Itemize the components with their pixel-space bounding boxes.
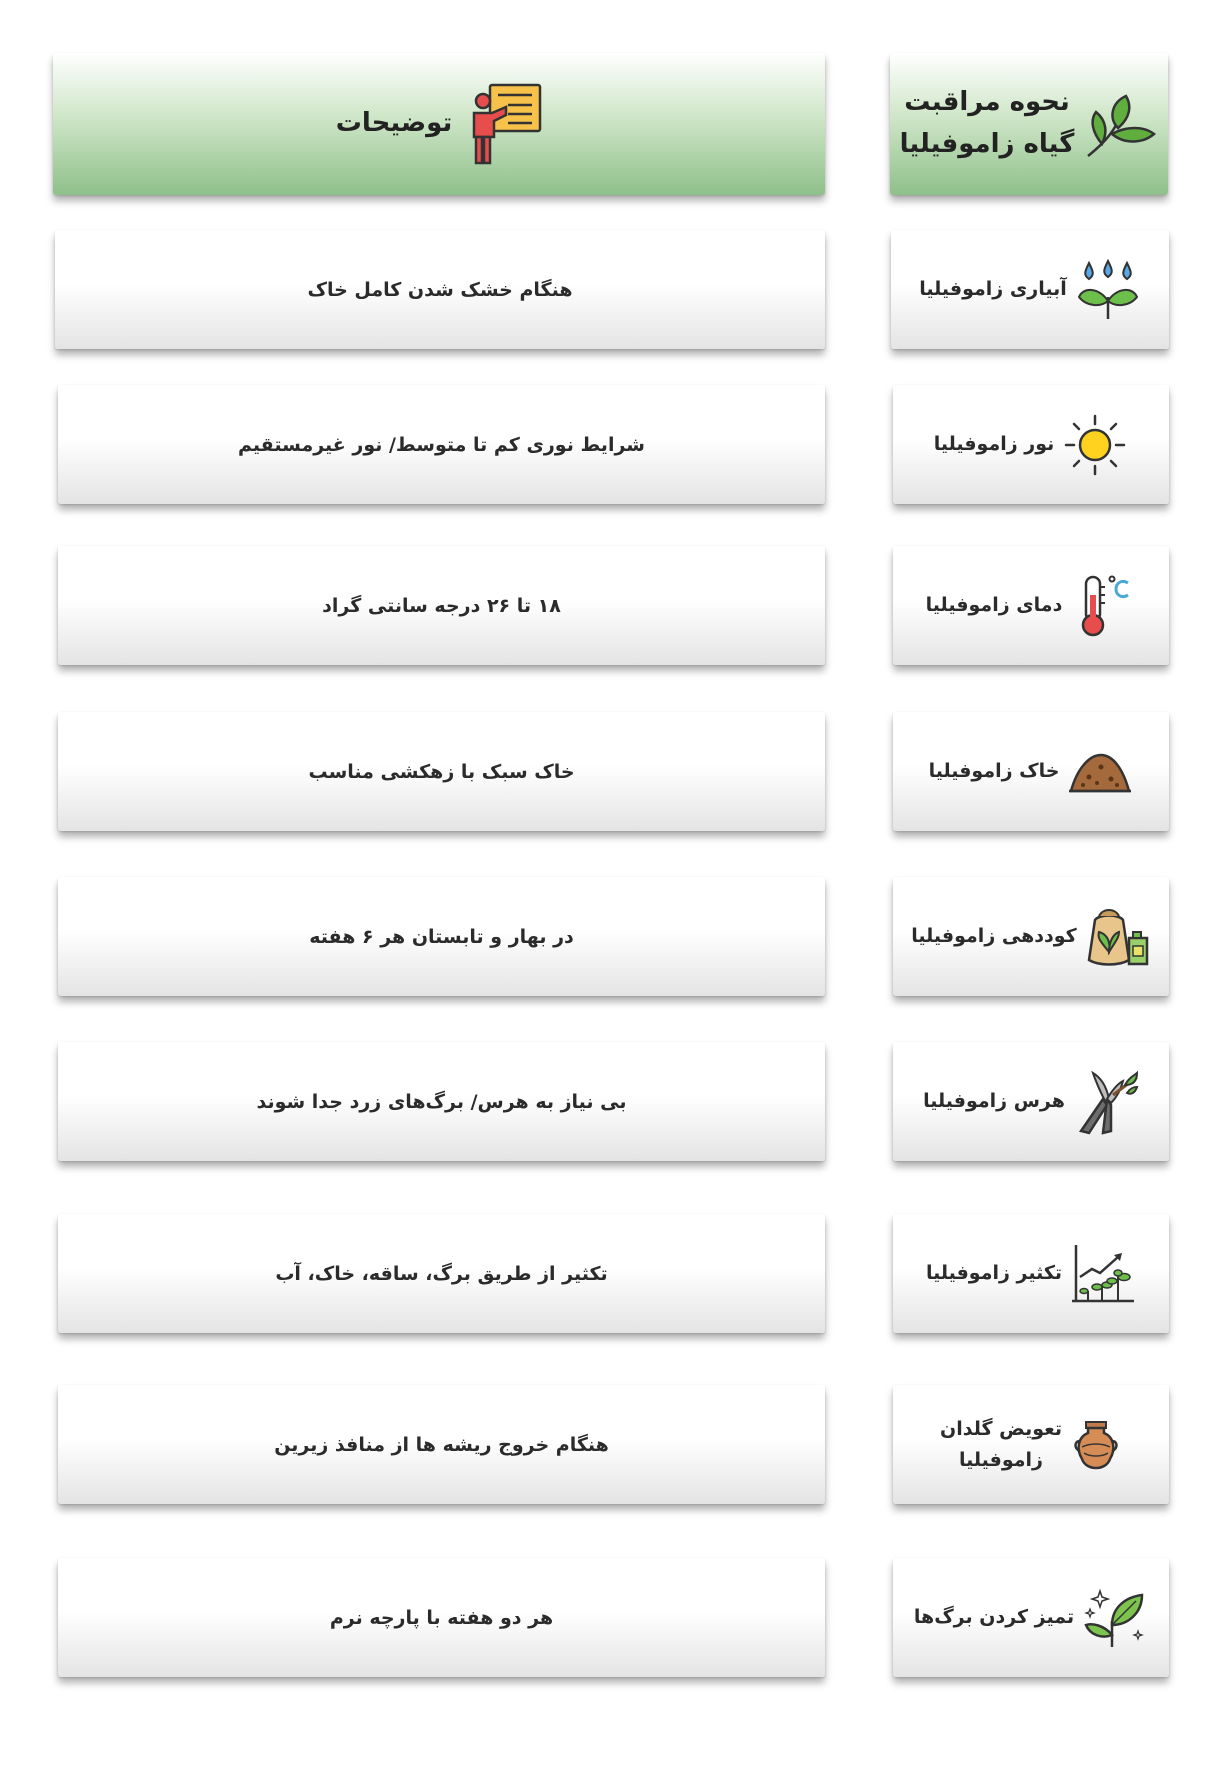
label-text: دمای زاموفیلیا xyxy=(925,594,1063,617)
header-care-title-line2: گیاه زاموفیلیا xyxy=(899,129,1075,159)
description-text: شرایط نوری کم تا متوسط/ نور غیرمستقیم xyxy=(238,433,645,456)
description-card-soil xyxy=(58,712,825,831)
label-text: خاک زاموفیلیا xyxy=(928,760,1060,783)
description-text: در بهار و تابستان هر ۶ هفته xyxy=(309,925,574,948)
description-card-leaf-cleaning xyxy=(58,1558,825,1677)
label-text: کوددهی زاموفیلیا xyxy=(911,925,1077,948)
description-text: هنگام خشک شدن کامل خاک xyxy=(307,278,573,301)
pruning-shears-icon xyxy=(1073,1069,1139,1135)
description-text: هنگام خروج ریشه ها از منافذ زیرین xyxy=(274,1433,609,1456)
description-card-fertilizer xyxy=(58,877,825,996)
label-card-repotting xyxy=(893,1385,1169,1504)
header-description-card xyxy=(53,53,825,195)
fertilizer-icon xyxy=(1085,904,1151,970)
header-description-title: توضیحات xyxy=(335,108,453,139)
label-text: تکثیر زاموفیلیا xyxy=(925,1262,1063,1285)
description-card-watering xyxy=(55,230,825,349)
label-card-light xyxy=(893,385,1169,504)
label-card-fertilizer xyxy=(893,877,1169,996)
thermometer-icon xyxy=(1070,573,1136,639)
header-care-card xyxy=(890,53,1168,195)
presentation-board-icon xyxy=(470,83,542,165)
description-card-light xyxy=(58,385,825,504)
soil-icon xyxy=(1067,739,1133,805)
description-text: خاک سبک با زهکشی مناسب xyxy=(308,760,575,783)
pot-icon xyxy=(1070,1419,1122,1471)
description-card-repotting xyxy=(58,1385,825,1504)
propagation-growth-icon xyxy=(1070,1241,1136,1307)
sparkling-leaf-icon xyxy=(1082,1585,1148,1651)
label-card-pruning xyxy=(893,1042,1169,1161)
label-text-line1: تعویض گلدان xyxy=(940,1418,1062,1441)
label-text-line2: زاموفیلیا xyxy=(959,1448,1043,1471)
label-card-watering xyxy=(891,230,1169,349)
description-card-pruning xyxy=(58,1042,825,1161)
label-text: تمیز کردن برگ‌ها xyxy=(913,1606,1075,1629)
description-text: هر دو هفته با پارچه نرم xyxy=(329,1606,554,1629)
label-card-temperature xyxy=(893,546,1169,665)
label-text: آبیاری زاموفیلیا xyxy=(919,278,1067,301)
description-text: تکثیر از طریق برگ، ساقه، خاک، آب xyxy=(275,1262,608,1285)
description-text: بی نیاز به هرس/ برگ‌های زرد جدا شوند xyxy=(256,1090,627,1113)
label-card-leaf-cleaning xyxy=(893,1558,1169,1677)
description-text: ۱۸ تا ۲۶ درجه سانتی گراد xyxy=(322,594,561,617)
header-care-title-line1: نحوه مراقبت xyxy=(904,87,1070,118)
watering-plant-icon xyxy=(1075,257,1141,323)
leaf-sprout-icon xyxy=(1082,86,1158,162)
label-text: هرس زاموفیلیا xyxy=(923,1090,1065,1113)
description-card-temperature xyxy=(58,546,825,665)
description-card-propagation xyxy=(58,1214,825,1333)
label-text: نور زاموفیلیا xyxy=(933,433,1055,456)
sun-icon xyxy=(1062,412,1128,478)
label-card-soil xyxy=(893,712,1169,831)
label-card-propagation xyxy=(893,1214,1169,1333)
